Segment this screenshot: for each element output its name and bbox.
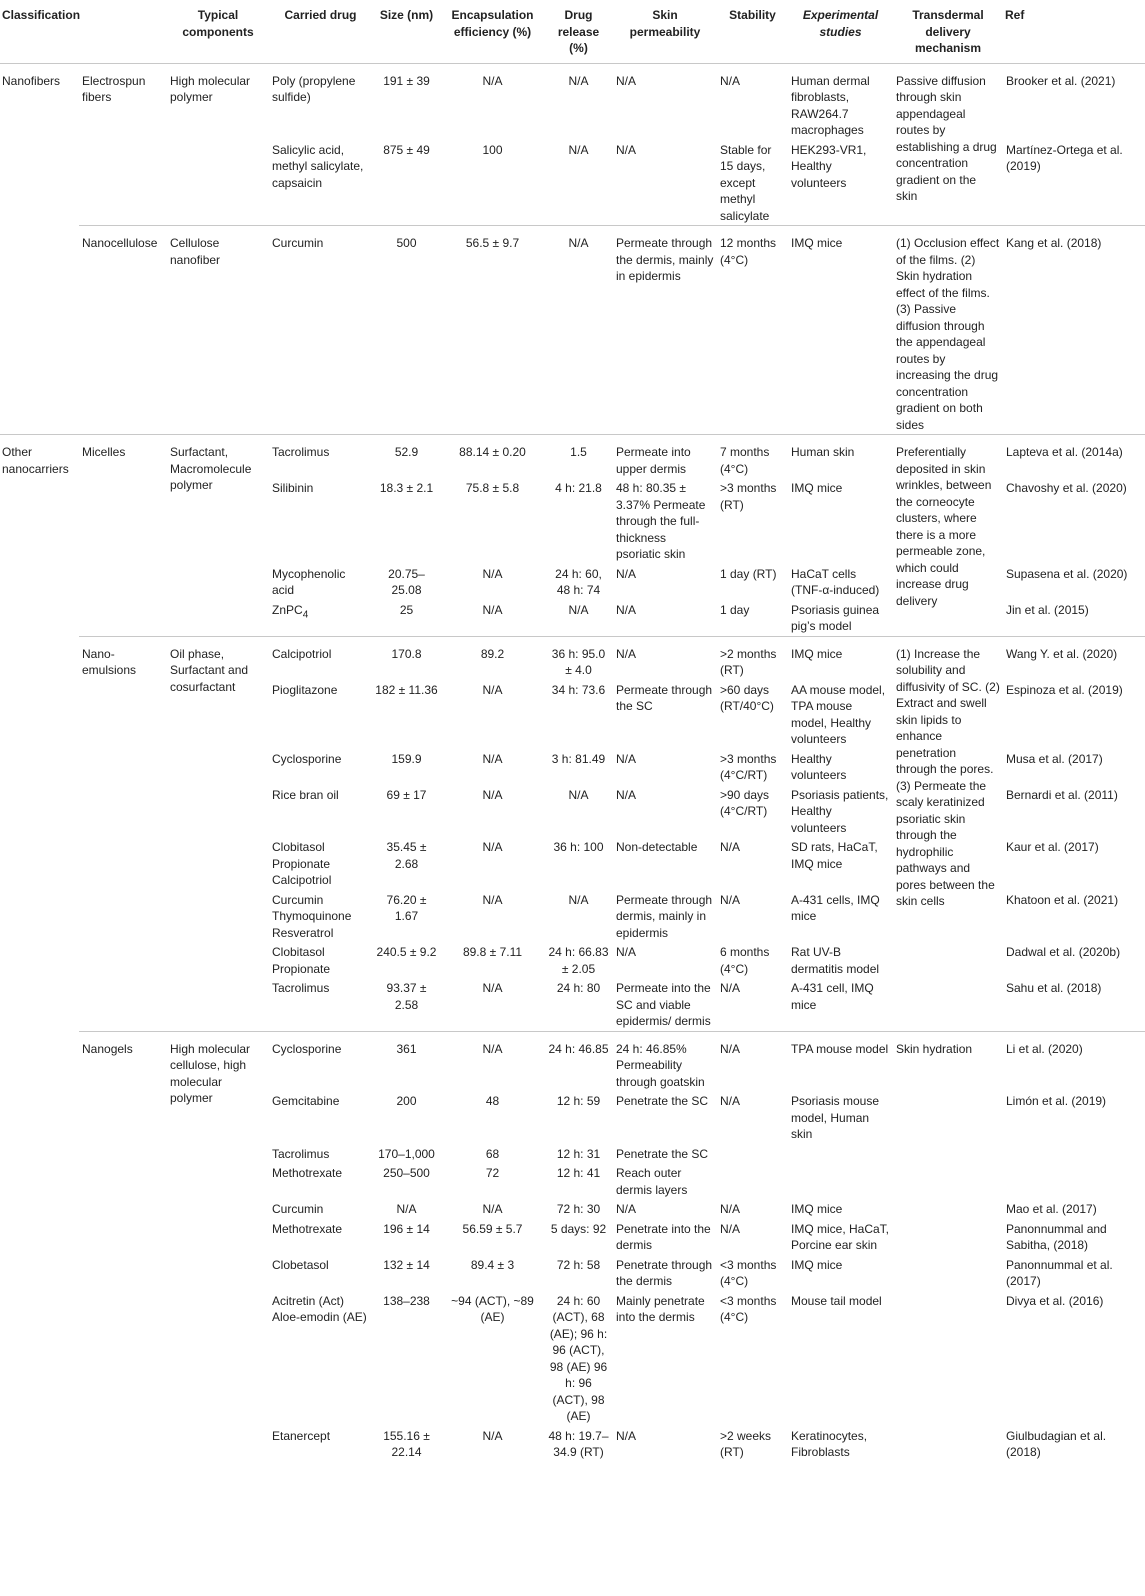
cell-ref: Kaur et al. (2017)	[1006, 840, 1099, 854]
cell-ref: Brooker et al. (2021)	[1006, 73, 1116, 88]
cell-ee: 48	[485, 1094, 500, 1108]
cell-perm: 48 h: 80.35 ± 3.37% Permeate through the full-thickness psoriatic skin	[616, 481, 706, 561]
cell-size: 155.16 ± 22.14	[383, 1428, 430, 1459]
cell-ref: Sahu et al. (2018)	[1006, 981, 1102, 995]
cell-ref: Lapteva et al. (2014a)	[1003, 435, 1145, 479]
cell-ee: N/A	[482, 892, 503, 907]
drug-main: ZnPC	[272, 602, 303, 617]
header-ee: Encapsulation efficiency (%)	[441, 0, 544, 63]
cell-drug: Curcumin Thymoquinone Resveratrol	[272, 892, 352, 940]
table-row	[0, 636, 1145, 680]
subgroup-mechanism: Preferentially deposited in skin wrinkles, between the corneocyte clusters, where there is a more permeable zone, which could increase drug delivery	[893, 435, 1003, 637]
cell-exp: Human dermal fibroblasts, RAW264.7 macrophages	[791, 73, 870, 137]
subgroup-components: High molecular polymer	[170, 73, 251, 104]
cell-exp: IMQ mice	[791, 1202, 843, 1216]
cell-ee: 56.5 ± 9.7	[441, 226, 544, 435]
subgroup-mechanism: (1) Increase the solubility and diffusivity of SC. (2) Extract and swell skin lipids to enhance penetration through the pores. (3) Permeate the scaly keratinized psoriatic skin through the hydrophilic pathways and pores between the skin cells	[893, 636, 1003, 1031]
cell-ee: N/A	[482, 602, 503, 617]
cell-size: 159.9	[391, 751, 422, 766]
cell-size: 182 ± 11.36	[375, 682, 438, 697]
cell-stability: N/A	[720, 840, 741, 854]
cell-ref: Chavoshy et al. (2020)	[1006, 481, 1127, 495]
header-row	[0, 0, 1145, 63]
cell-size: 76.20 ± 1.67	[386, 892, 427, 923]
cell-drug: Curcumin	[269, 226, 372, 435]
cell-ref: Panonnummal et al. (2017)	[1006, 1257, 1113, 1288]
cell-drug: Methotrexate	[272, 1221, 343, 1236]
cell-exp	[788, 1144, 893, 1164]
cell-exp: HaCaT cells (TNF-α-induced)	[791, 566, 880, 597]
cell-release: N/A	[544, 226, 613, 435]
cell-drug: Silibinin	[272, 481, 314, 495]
cell-release: 12 h: 31	[556, 1146, 601, 1161]
cell-stability: N/A	[720, 892, 741, 907]
cell-perm: Reach outer dermis layers	[616, 1166, 688, 1197]
header-perm: Skin permeability	[613, 0, 717, 63]
cell-exp: Psoriasis patients, Healthy volunteers	[791, 787, 889, 835]
cell-release: 24 h: 80	[556, 981, 601, 995]
cell-perm: N/A	[616, 751, 637, 766]
cell-stability: 7 months (4°C)	[717, 435, 788, 479]
cell-ee: N/A	[482, 682, 503, 697]
cell-exp: HEK293-VR1, Healthy volunteers	[791, 142, 867, 190]
cell-ref: Espinoza et al. (2019)	[1006, 682, 1123, 697]
cell-perm: N/A	[616, 1202, 637, 1216]
header-exp: Experimental studies	[788, 0, 893, 63]
group-label: Nanofibers	[2, 73, 61, 88]
cell-size: 500	[372, 226, 441, 435]
cell-release: 1.5	[544, 435, 613, 479]
cell-perm: N/A	[616, 945, 637, 959]
cell-stability: 12 months (4°C)	[717, 226, 788, 435]
cell-exp: SD rats, HaCaT, IMQ mice	[791, 840, 878, 871]
cell-perm: Penetrate the SC	[616, 1146, 709, 1161]
cell-stability: N/A	[720, 1094, 741, 1108]
cell-drug: Cyclosporine	[272, 751, 342, 766]
cell-stability: <3 months (4°C)	[720, 1293, 777, 1324]
cell-ee: N/A	[482, 566, 503, 581]
cell-ref: Mao et al. (2017)	[1006, 1202, 1097, 1216]
cell-exp: IMQ mice	[788, 636, 893, 680]
cell-ee: 75.8 ± 5.8	[465, 481, 520, 495]
cell-ref: Jin et al. (2015)	[1006, 602, 1089, 617]
cell-exp: IMQ mice	[791, 481, 843, 495]
cell-ee: 89.4 ± 3	[470, 1257, 515, 1272]
cell-ee: 89.8 ± 7.11	[462, 945, 523, 959]
cell-drug: Cyclosporine	[269, 1031, 372, 1091]
cell-exp: IMQ mice, HaCaT, Porcine ear skin	[791, 1221, 890, 1252]
cell-size: 35.45 ± 2.68	[386, 840, 427, 871]
cell-exp: A-431 cells, IMQ mice	[791, 892, 880, 923]
cell-release: 5 days: 92	[550, 1221, 607, 1236]
cell-release: N/A	[568, 787, 589, 802]
cell-drug: Gemcitabine	[272, 1094, 340, 1108]
cell-size: 196 ± 14	[383, 1221, 430, 1236]
cell-ee: N/A	[482, 1428, 503, 1443]
cell-drug: Rice bran oil	[272, 787, 339, 802]
cell-size: 93.37 ± 2.58	[386, 981, 427, 1012]
cell-ref: Dadwal et al. (2020b)	[1006, 945, 1121, 959]
cell-exp	[788, 1163, 893, 1199]
cell-drug: Curcumin	[272, 1202, 324, 1216]
header-mech: Transdermal delivery mechanism	[893, 0, 1003, 63]
cell-perm: Penetrate through the dermis	[616, 1257, 713, 1288]
cell-drug: Salicylic acid, methyl salicylate, capsaicin	[272, 142, 364, 190]
table-row	[0, 226, 1145, 435]
cell-drug: Clobitasol Propionate Calcipotriol	[272, 840, 332, 887]
cell-stability: >3 months (4°C/RT)	[720, 751, 777, 782]
cell-ref: Kang et al. (2018)	[1003, 226, 1145, 435]
cell-stability: >3 months (RT)	[720, 481, 777, 512]
cell-size: 132 ± 14	[383, 1257, 430, 1272]
cell-size: 25	[399, 602, 414, 617]
cell-ee: 88.14 ± 0.20	[441, 435, 544, 479]
cell-perm: N/A	[616, 566, 637, 581]
cell-ee: ~94 (ACT), ~89 (AE)	[451, 1293, 534, 1324]
cell-ee: N/A	[482, 1202, 503, 1216]
cell-size: 200	[396, 1094, 417, 1108]
cell-release: 24 h: 66.83 ± 2.05	[548, 945, 609, 976]
cell-size: 191 ± 39	[383, 73, 430, 88]
cell-exp: Mouse tail model	[791, 1293, 882, 1308]
cell-perm: 24 h: 46.85% Permeability through goatskin	[613, 1031, 717, 1091]
cell-ee: N/A	[482, 73, 503, 88]
cell-perm: N/A	[616, 787, 637, 802]
cell-exp: IMQ mice	[788, 226, 893, 435]
cell-drug	[269, 600, 372, 637]
cell-stability: 1 day	[720, 602, 750, 617]
cell-stability: N/A	[720, 73, 741, 88]
cell-exp: Psoriasis mouse model, Human skin	[791, 1094, 880, 1141]
cell-perm: N/A	[616, 1428, 637, 1443]
cell-size: 361	[372, 1031, 441, 1091]
cell-release: 12 h: 59	[556, 1094, 601, 1108]
table-row	[0, 63, 1145, 140]
cell-ref	[1003, 1163, 1145, 1199]
cell-exp: AA mouse model, TPA mouse model, Healthy volunteers	[791, 682, 886, 746]
cell-stability: N/A	[720, 1202, 741, 1216]
cell-perm: Penetrate the SC	[616, 1094, 709, 1108]
cell-release: N/A	[568, 602, 589, 617]
cell-ee: 68	[485, 1146, 500, 1161]
group-label: Other nanocarriers	[0, 435, 79, 1462]
cell-release: 36 h: 100	[553, 840, 604, 854]
cell-ref: Wang Y. et al. (2020)	[1003, 636, 1145, 680]
table-row	[0, 435, 1145, 479]
cell-perm: Non-detectable	[616, 840, 698, 854]
subgroup-components: High molecular cellulose, high molecular polymer	[167, 1031, 269, 1462]
cell-ref: Supasena et al. (2020)	[1006, 566, 1128, 581]
header-classification: Classification	[0, 0, 79, 63]
cell-drug: Tacrolimus	[272, 1146, 330, 1161]
subgroup-mechanism: Skin hydration	[893, 1031, 1003, 1462]
cell-ee: 56.59 ± 5.7	[462, 1221, 523, 1236]
cell-ref: Khatoon et al. (2021)	[1006, 892, 1119, 907]
subgroup-components: Oil phase, Surfactant and cosurfactant	[167, 636, 269, 1031]
cell-drug: Clobitasol Propionate	[272, 945, 331, 976]
cell-exp: Human skin	[788, 435, 893, 479]
header-release: Drug release (%)	[544, 0, 613, 63]
cell-drug: Poly (propylene sulfide)	[272, 73, 356, 104]
cell-perm: Permeate through the dermis, mainly in epidermis	[613, 226, 717, 435]
cell-release: 12 h: 41	[556, 1166, 601, 1180]
cell-size: 170–1,000	[378, 1146, 435, 1161]
cell-exp: TPA mouse model	[788, 1031, 893, 1091]
cell-ee: N/A	[482, 981, 503, 995]
subgroup-components: Cellulose nanofiber	[167, 226, 269, 435]
cell-ref: Limón et al. (2019)	[1006, 1094, 1107, 1108]
cell-size: 875 ± 49	[383, 142, 430, 157]
cell-release: 4 h: 21.8	[555, 481, 602, 495]
cell-exp: A-431 cell, IMQ mice	[791, 981, 874, 1012]
cell-drug: Tacrolimus	[269, 435, 372, 479]
cell-size: 240.5 ± 9.2	[376, 945, 437, 959]
cell-ee: 72	[485, 1166, 500, 1180]
header-ref: Ref	[1003, 0, 1145, 63]
cell-size: 69 ± 17	[386, 787, 427, 802]
subgroup-components: Surfactant, Macromolecule polymer	[167, 435, 269, 637]
cell-size: N/A	[396, 1202, 417, 1216]
cell-size: 52.9	[372, 435, 441, 479]
cell-stability: N/A	[720, 981, 741, 995]
cell-ref: Divya et al. (2016)	[1006, 1293, 1104, 1308]
cell-release: 24 h: 46.85	[544, 1031, 613, 1091]
cell-perm: Mainly penetrate into the dermis	[616, 1293, 705, 1324]
cell-release: N/A	[568, 73, 589, 88]
cell-perm: N/A	[613, 636, 717, 680]
cell-release: 48 h: 19.7–34.9 (RT)	[548, 1428, 609, 1459]
cell-ref: Panonnummal and Sabitha, (2018)	[1006, 1221, 1107, 1252]
cell-ref: Musa et al. (2017)	[1006, 751, 1103, 766]
cell-size: 170.8	[372, 636, 441, 680]
subgroup-mechanism: Passive diffusion through skin appendageal routes by establishing a drug concentration gradient on the skin	[896, 73, 997, 203]
cell-stability: N/A	[720, 1221, 741, 1236]
subgroup-label: Nanocellulose	[79, 226, 167, 435]
cell-perm: Permeate into upper dermis	[613, 435, 717, 479]
cell-exp: Keratinocytes, Fibroblasts	[791, 1428, 868, 1459]
cell-drug: Acitretin (Act) Aloe-emodin (AE)	[272, 1293, 367, 1324]
cell-stability: >2 months (RT)	[717, 636, 788, 680]
cell-stability: Stable for 15 days, except methyl salicylate	[720, 142, 772, 223]
cell-exp: IMQ mice	[791, 1257, 843, 1272]
header-drug: Carried drug	[269, 0, 372, 63]
cell-release: 72 h: 58	[556, 1257, 601, 1272]
cell-size: 250–500	[383, 1166, 430, 1180]
cell-drug: Mycophenolic acid	[272, 566, 346, 597]
cell-perm: N/A	[616, 142, 637, 157]
drug-subscript: 4	[302, 608, 309, 620]
cell-perm: N/A	[616, 602, 637, 617]
cell-perm: Penetrate into the dermis	[616, 1221, 711, 1252]
cell-stability: >2 weeks (RT)	[720, 1428, 772, 1459]
cell-drug: Etanercept	[272, 1428, 331, 1443]
header-stability: Stability	[717, 0, 788, 63]
cell-size: 138–238	[383, 1293, 430, 1308]
subgroup-label: Micelles	[79, 435, 167, 637]
table-row	[0, 1031, 1145, 1091]
cell-drug: Pioglitazone	[272, 682, 338, 697]
cell-ref	[1003, 1144, 1145, 1164]
cell-drug: Methotrexate	[272, 1166, 343, 1180]
cell-ee: N/A	[482, 751, 503, 766]
cell-size: 20.75–25.08	[388, 566, 425, 597]
cell-ee: 89.2	[441, 636, 544, 680]
cell-drug: Tacrolimus	[272, 981, 330, 995]
cell-release: 24 h: 60, 48 h: 74	[555, 566, 602, 597]
cell-stability: >90 days (4°C/RT)	[720, 787, 770, 818]
cell-ee: 100	[482, 142, 503, 157]
cell-release: 72 h: 30	[556, 1202, 601, 1216]
cell-drug: Clobetasol	[272, 1257, 329, 1272]
cell-perm: Permeate into the SC and viable epidermis/ dermis	[616, 981, 711, 1028]
cell-ref: Li et al. (2020)	[1003, 1031, 1145, 1091]
cell-perm: N/A	[616, 73, 637, 88]
header-size: Size (nm)	[372, 0, 441, 63]
cell-ref: Giulbudagian et al. (2018)	[1006, 1428, 1107, 1459]
cell-release: N/A	[568, 892, 589, 907]
cell-ref: Martínez-Ortega et al. (2019)	[1006, 142, 1123, 173]
cell-release: 24 h: 60 (ACT), 68 (AE); 96 h: 96 (ACT), 98 (AE) 96 h: 96 (ACT), 98 (AE)	[549, 1293, 608, 1423]
cell-stability: <3 months (4°C)	[720, 1257, 777, 1288]
cell-drug: Calcipotriol	[269, 636, 372, 680]
cell-stability	[717, 1144, 788, 1164]
cell-release: N/A	[568, 142, 589, 157]
subgroup-mechanism: (1) Occlusion effect of the films. (2) Skin hydration effect of the films. (3) Passive diffusion through the appendageal routes by increasing the drug concentration gradient on both sides	[893, 226, 1003, 435]
cell-exp: Psoriasis guinea pig’s model	[791, 602, 880, 633]
cell-stability	[717, 1163, 788, 1199]
cell-exp: Rat UV-B dermatitis model	[791, 945, 880, 976]
cell-ee: N/A	[482, 787, 503, 802]
cell-stability: 1 day (RT)	[720, 566, 777, 581]
cell-release: 3 h: 81.49	[551, 751, 606, 766]
cell-size: 18.3 ± 2.1	[379, 481, 434, 495]
cell-release: 36 h: 95.0 ± 4.0	[544, 636, 613, 680]
header-subclass	[79, 0, 167, 63]
cell-ee: N/A	[482, 840, 503, 854]
subgroup-label: Electrospun fibers	[82, 73, 146, 104]
cell-exp: Healthy volunteers	[791, 751, 847, 782]
cell-perm: Permeate through dermis, mainly in epidermis	[616, 892, 713, 940]
subgroup-label: Nanogels	[79, 1031, 167, 1462]
cell-stability: 6 months (4°C)	[720, 945, 770, 976]
cell-ee: N/A	[441, 1031, 544, 1091]
cell-release: 34 h: 73.6	[551, 682, 606, 697]
cell-stability: >60 days (RT/40°C)	[720, 682, 774, 713]
cell-stability: N/A	[717, 1031, 788, 1091]
cell-ref: Bernardi et al. (2011)	[1006, 787, 1118, 802]
header-components: Typical components	[167, 0, 269, 63]
cell-perm: Permeate through the SC	[616, 682, 713, 713]
subgroup-label: Nano-emulsions	[79, 636, 167, 1031]
